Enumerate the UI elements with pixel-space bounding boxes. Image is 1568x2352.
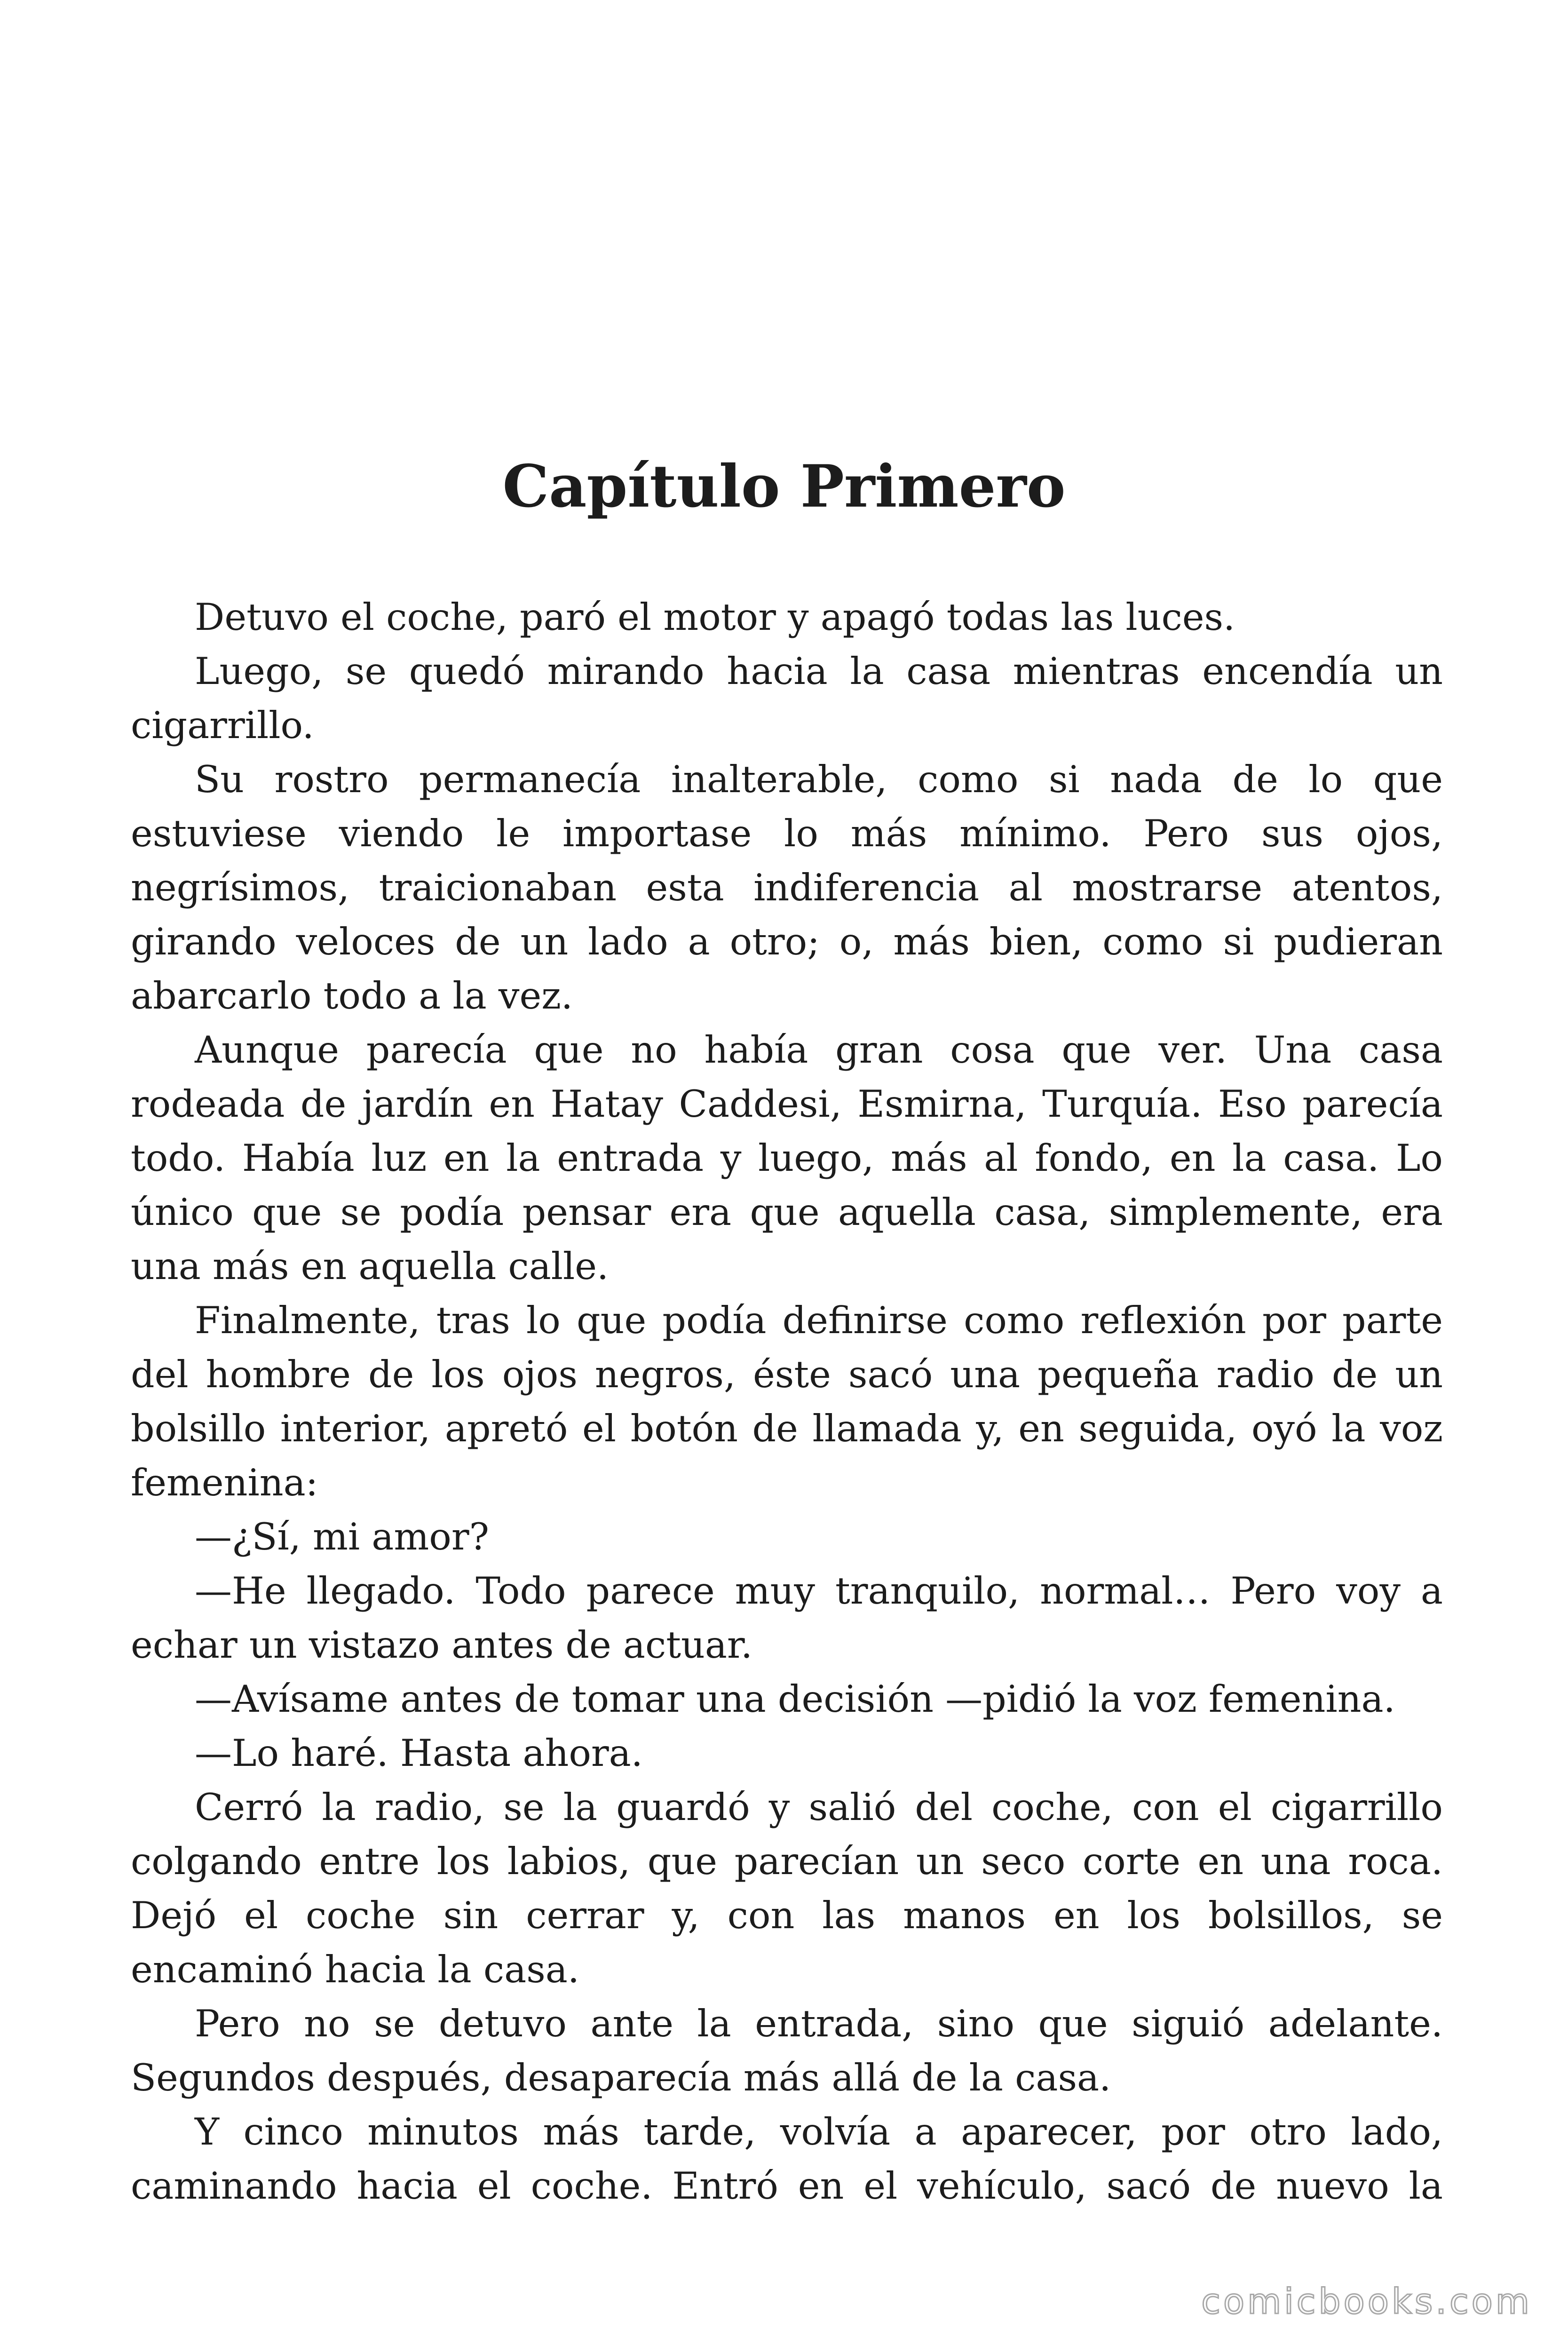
- paragraph: Luego, se quedó mirando hacia la casa mientras encendía un cigarrillo.: [131, 650, 1443, 747]
- dialogue-line: —¿Sí, mi amor?: [195, 1515, 489, 1558]
- paragraph: Detuvo el coche, paró el motor y apagó todas las luces.: [195, 596, 1235, 639]
- paragraph: Finalmente, tras lo que podía definirse como reflexión por parte del hombre de los ojos negros, éste sacó una pequeña radio de un bolsillo interior, apretó el botón de llamada y, en seguida, oyó la voz femenina:: [131, 1299, 1443, 1504]
- chapter-body: [131, 590, 1443, 2213]
- dialogue-line: —Avísame antes de tomar una decisión —pidió la voz femenina.: [195, 1677, 1395, 1721]
- chapter-title: Capítulo Primero: [502, 453, 1066, 521]
- watermark: comicbooks.com: [1201, 2281, 1532, 2322]
- dialogue-line: —He llegado. Todo parece muy tranquilo, normal… Pero voy a echar un vistazo antes de actuar.: [131, 1569, 1443, 1667]
- paragraph: Su rostro permanecía inalterable, como si nada de lo que estuviese viendo le importase lo más mínimo. Pero sus ojos, negrísimos, traicionaban esta indiferencia al mostrarse atentos, girando veloces de un lado a otro; o, más bien, como si pudieran abarcarlo todo a la vez.: [131, 758, 1443, 1017]
- dialogue-line: —Lo haré. Hasta ahora.: [195, 1732, 643, 1775]
- paragraph: Y cinco minutos más tarde, volvía a aparecer, por otro lado, caminando hacia el coche. Entró en el vehículo, sacó de nuevo la: [131, 2110, 1443, 2208]
- paragraph: Pero no se detuvo ante la entrada, sino que siguió adelante. Segundos después, desaparecía más allá de la casa.: [131, 2002, 1443, 2099]
- paragraph: Aunque parecía que no había gran cosa que ver. Una casa rodeada de jardín en Hatay Caddesi, Esmirna, Turquía. Eso parecía todo. Había luz en la entrada y luego, más al fondo, en la casa. Lo único que se podía pensar era que aquella casa, simplemente, era una más en aquella calle.: [131, 1028, 1443, 1288]
- paragraph: Cerró la radio, se la guardó y salió del coche, con el cigarrillo colgando entre los labios, que parecían un seco corte en una roca. Dejó el coche sin cerrar y, con las manos en los bolsillos, se encaminó hacia la casa.: [131, 1786, 1443, 1991]
